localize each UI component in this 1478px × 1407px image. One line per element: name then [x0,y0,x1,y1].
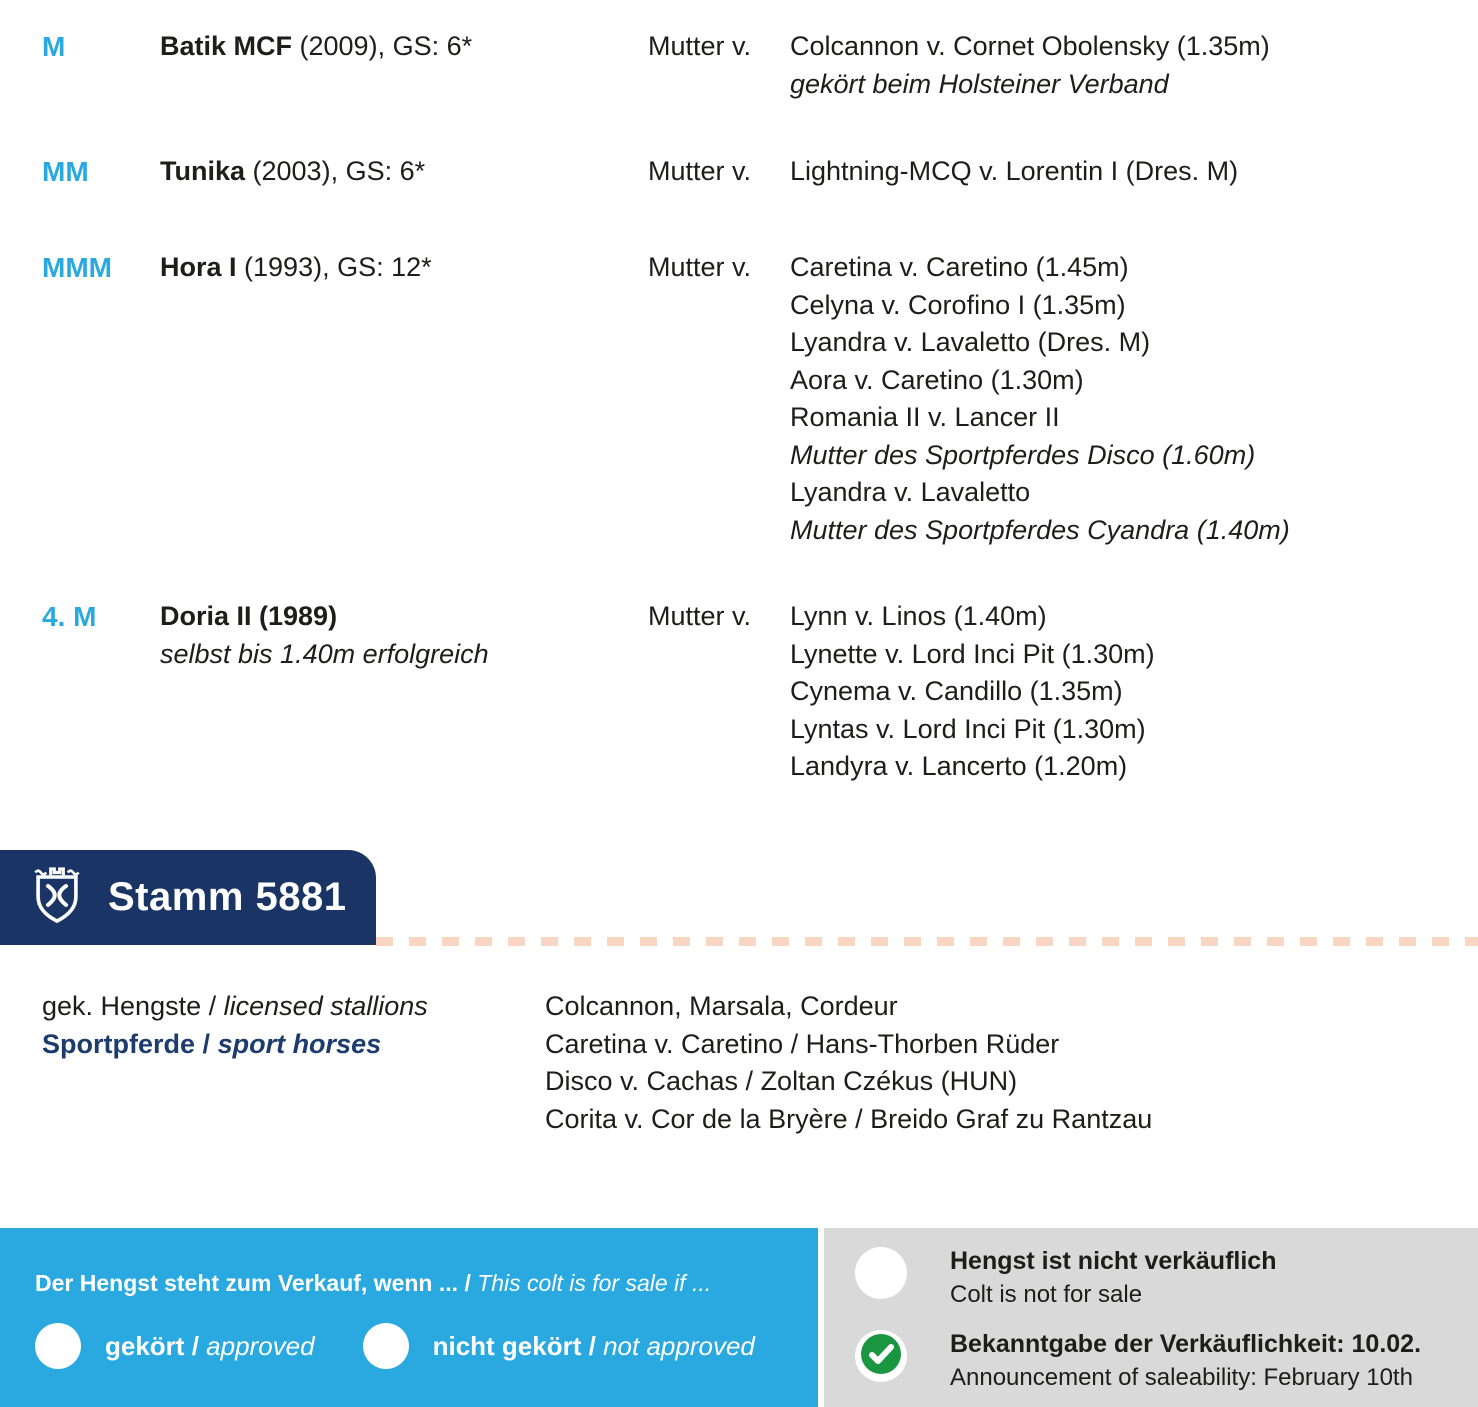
not-approved-radio-circle[interactable] [363,1323,409,1369]
approved-label: gekört / approved [105,1330,315,1361]
offspring-line: Lightning-MCQ v. Lorentin I (Dres. M) [790,156,1239,186]
mutter-label: Mutter v. [648,252,752,282]
not-for-sale-group [855,1244,1478,1312]
offspring-line: Caretina v. Caretino (1.45m) [790,252,1129,282]
not-approved-label: nicht gekört / not approved [432,1330,755,1361]
pedigree-row-4m [0,598,1478,786]
offspring-list [790,598,1478,786]
horse-name: Tunika [160,156,246,186]
horse-name: Hora I [160,252,237,282]
announcement-checked-circle[interactable] [855,1330,907,1382]
sale-options [35,1323,818,1369]
horse-name: Batik MCF [160,31,293,61]
stamm-badge [0,850,376,945]
mutter-label: Mutter v. [648,601,752,631]
offspring-line: Mutter des Sportpferdes Cyandra (1.40m) [790,514,1290,545]
offspring-list [790,153,1478,191]
check-icon [860,1333,902,1380]
not-for-sale-radio-circle[interactable] [855,1247,907,1299]
offspring-list [790,249,1478,549]
sale-conditions-box [0,1228,818,1407]
horse-details: (2009), GS: 6* [292,31,473,61]
dashed-divider [376,937,1478,946]
offspring-line: Mutter des Sportpferdes Disco (1.60m) [790,439,1256,470]
stallions-section [42,988,1442,1138]
stallions-values [545,988,1442,1138]
offspring-line: Lyntas v. Lord Inci Pit (1.30m) [790,713,1146,744]
sport-horses-label: Sportpferde / sport horses [42,1028,382,1059]
offspring-line: Cynema v. Candillo (1.35m) [790,676,1123,706]
not-for-sale-text: Hengst ist nicht verkäuflich Colt is not for sale [950,1247,1277,1308]
offspring-line: Romania II v. Lancer II [790,402,1060,432]
stamm-number-label: Stamm 5881 [108,875,347,919]
mutter-label: Mutter v. [648,31,752,61]
offspring-line: Lynette v. Lord Inci Pit (1.30m) [790,638,1155,669]
pedigree-row-m [0,28,1478,103]
generation-marker: MM [42,156,89,187]
horse-name-cell [160,249,648,549]
offspring-line: Celyna v. Corofino I (1.35m) [790,289,1126,320]
sport-horse-line: Corita v. Cor de la Bryère / Breido Graf zu Rantzau [545,1103,1153,1134]
sale-box-title: Der Hengst steht zum Verkauf, wenn ... / This colt is for sale if ... [35,1270,712,1296]
generation-marker: MMM [42,252,112,283]
offspring-line: Aora v. Caretino (1.30m) [790,364,1084,395]
mutter-label: Mutter v. [648,156,752,186]
offspring-line: Landyra v. Lancerto (1.20m) [790,751,1128,781]
offspring-line: Lynn v. Linos (1.40m) [790,601,1047,631]
offspring-list [790,28,1478,103]
pedigree-row-mmm [0,249,1478,549]
option-not-approved [363,1323,755,1369]
sport-horse-line: Disco v. Cachas / Zoltan Czékus (HUN) [545,1066,1018,1096]
holsteiner-shield-icon [30,864,84,931]
horse-name: Doria II (1989) [160,601,338,631]
announcement-group [855,1327,1478,1395]
generation-marker: 4. M [42,601,97,632]
horse-details: (2003), GS: 6* [245,156,426,186]
announcement-text: Bekanntgabe der Verkäuflichkeit: 10.02. Announcement of saleability: February 10th [950,1330,1422,1391]
stallions-labels [42,988,545,1138]
horse-note: selbst bis 1.40m erfolgreich [160,638,489,669]
offspring-line: Colcannon v. Cornet Obolensky (1.35m) [790,31,1270,61]
horse-name-cell [160,28,648,103]
horse-details: (1993), GS: 12* [236,252,432,282]
sale-status-box [824,1228,1478,1407]
generation-marker: M [42,31,66,62]
horse-name-cell [160,598,648,786]
approved-radio-circle[interactable] [35,1323,81,1369]
licensed-stallions-label: gek. Hengste / licensed stallions [42,991,428,1021]
offspring-line: Lyandra v. Lavaletto (Dres. M) [790,327,1151,357]
option-approved [35,1323,315,1369]
sport-horse-line: Caretina v. Caretino / Hans-Thorben Rüder [545,1028,1060,1059]
horse-name-cell [160,153,648,191]
offspring-line: gekört beim Holsteiner Verband [790,68,1169,99]
licensed-stallions-value: Colcannon, Marsala, Cordeur [545,991,898,1021]
pedigree-row-mm [0,153,1478,191]
offspring-line: Lyandra v. Lavaletto [790,477,1031,507]
